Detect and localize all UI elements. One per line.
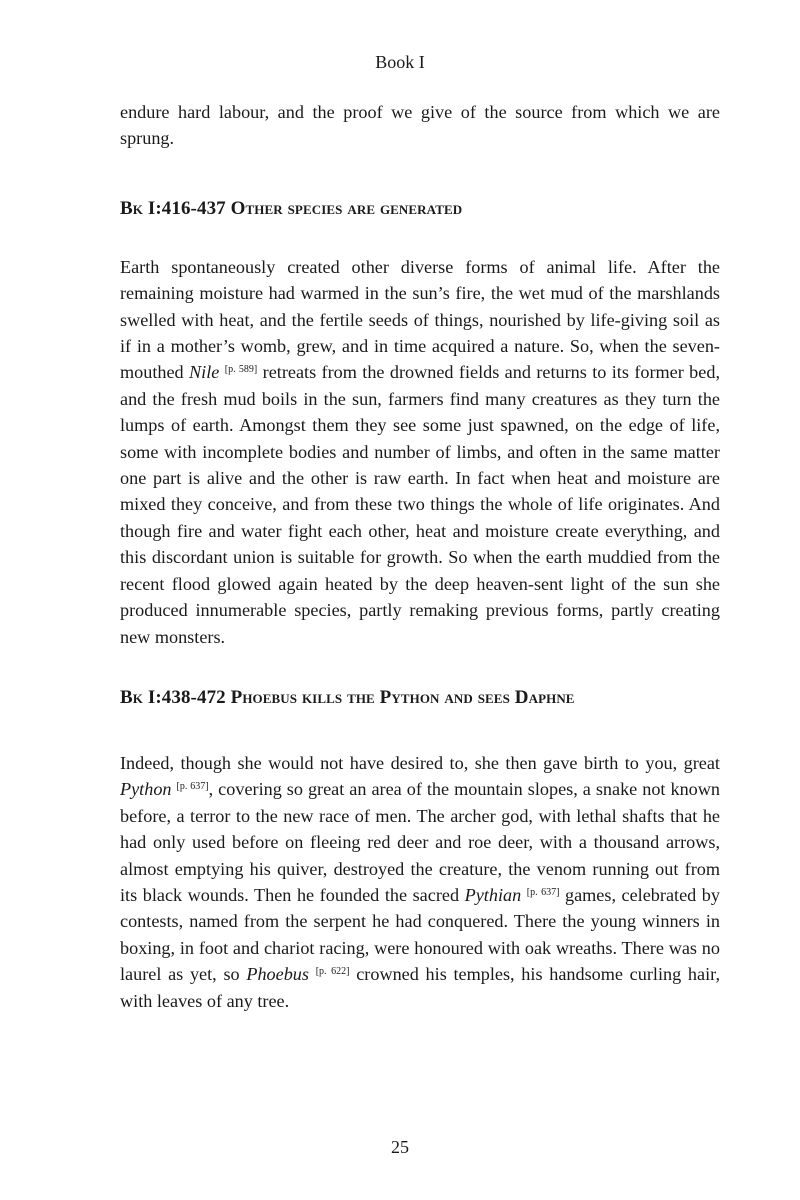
page-number: 25 — [391, 1137, 409, 1157]
text-run: Earth spontaneously created other diverse forms of animal life. After the remaining moisture had warmed in the sun’s fire, the wet mud of the marshlands swelled with heat, and the fertile seeds of things, nourished by life-giving soil as if in a mother’s womb, grew, and in time acquired a nature. So, when the seven-mouthed — [120, 256, 720, 383]
section-heading-other-species: Bk I:416-437 Other species are generated — [120, 197, 463, 219]
page-reference: [p. 637] — [526, 886, 560, 898]
text-block — [120, 99, 720, 1014]
name-nile: Nile — [189, 362, 220, 383]
name-pythian: Pythian — [464, 884, 522, 905]
paragraph-other-species — [120, 254, 720, 650]
section-heading-phoebus-python: Bk I:438-472 Phoebus kills the Python and sees Daphne — [120, 686, 575, 708]
name-phoebus: Phoebus — [246, 964, 309, 985]
page-reference: [p. 622] — [315, 966, 350, 978]
opening-paragraph: endure hard labour, and the proof we give of the source from which we are sprung. — [120, 102, 720, 149]
page-reference: [p. 589] — [224, 364, 258, 376]
text-run: games, celebrated by contests, named from the serpent he had conquered. There the young winners in boxing, in foot and chariot racing, were honoured with oak wreaths. There was no laurel as yet, so — [120, 884, 720, 985]
text-run: Indeed, though she would not have desired to, she then gave birth to you, great — [120, 752, 720, 773]
name-python: Python — [120, 779, 172, 800]
text-run: crowned his temples, his handsome curling hair, with leaves of any tree. — [120, 964, 721, 1011]
paragraph-phoebus-python — [120, 750, 720, 1014]
running-head: Book I — [375, 52, 425, 72]
text-run: retreats from the drowned fields and returns to its former bed, and the fresh mud boils in the sun, farmers find many creatures as they turn the lumps of earth. Amongst them they see some just spawned, on the edge of life, some with incomplete bodies and number of limbs, and often in the same matter one part is alive and the other is raw earth. In fact when heat and moisture are mixed they conceive, and from these two things the whole of life originates. And though fire and water fight each other, heat and moisture create everything, and this discordant union is suitable for growth. So when the earth muddied from the recent flood glowed again heated by the deep heaven-sent light of the sun she produced innumerable species, partly remaking previous forms, partly creating new monsters. — [120, 362, 720, 647]
text-run: , covering so great an area of the mountain slopes, a snake not known before, a terror to the new race of men. The archer god, with lethal shafts that he had only used before on fleeing red deer and roe deer, with a thousand arrows, almost emptying his quiver, destroyed the creature, the venom running out from its black wounds. Then he founded the sacred — [120, 779, 720, 905]
page-reference: [p. 637] — [176, 781, 209, 793]
